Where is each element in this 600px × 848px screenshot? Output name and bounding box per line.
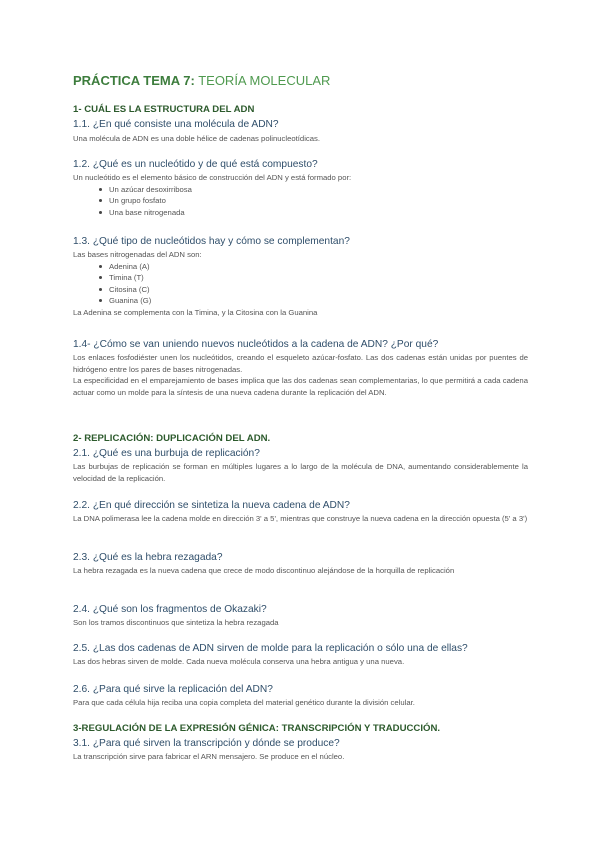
list-item: Una base nitrogenada xyxy=(109,207,528,219)
section-3-heading-block xyxy=(73,723,528,763)
question-2-2: 2.2. ¿En qué dirección se sintetiza la nueva cadena de ADN? xyxy=(73,500,350,511)
question-2-1: 2.1. ¿Qué es una burbuja de replicación? xyxy=(73,448,260,459)
question-1-3: 1.3. ¿Qué tipo de nucleótidos hay y cómo se complementan? xyxy=(73,236,350,247)
question-block-1-2 xyxy=(73,158,528,218)
answer-2-5: Las dos hebras sirven de molde. Cada nueva molécula conserva una hebra antigua y una nueva. xyxy=(73,657,405,666)
question-2-5: 2.5. ¿Las dos cadenas de ADN sirven de molde para la replicación o sólo una de ellas? xyxy=(73,643,468,654)
question-block-1-4 xyxy=(73,338,528,398)
answer-1-4-part-1: Los enlaces fosfodiéster unen los nucleótidos, creando el esqueleto azúcar-fosfato. Las dos cadenas están unidas por puentes de hidrógeno entre los pares de bases nitrogenadas. xyxy=(73,353,528,374)
list-item: Citosina (C) xyxy=(109,284,528,296)
title-light: TEORÍA MOLECULAR xyxy=(198,73,331,88)
list-item: Adenina (A) xyxy=(109,261,528,273)
answer-1-3: Las bases nitrogenadas del ADN son: xyxy=(73,250,202,259)
question-3-1: 3.1. ¿Para qué sirven la transcripción y dónde se produce? xyxy=(73,738,340,749)
question-block-1-3 xyxy=(73,235,528,318)
list-item: Un grupo fosfato xyxy=(109,195,528,207)
question-2-4: 2.4. ¿Qué son los fragmentos de Okazaki? xyxy=(73,604,267,615)
answer-2-3: La hebra rezagada es la nueva cadena que crece de modo discontinuo alejándose de la horquilla de replicación xyxy=(73,566,455,575)
list-item: Un azúcar desoxirribosa xyxy=(109,184,528,196)
list-item: Timina (T) xyxy=(109,272,528,284)
document-title xyxy=(73,73,330,88)
answer-1-1: Una molécula de ADN es una doble hélice de cadenas polinucleotídicas. xyxy=(73,134,321,143)
question-block-2-4 xyxy=(73,603,528,629)
list-item: Guanina (G) xyxy=(109,295,528,307)
answer-3-1: La transcripción sirve para fabricar el ARN mensajero. Se produce en el núcleo. xyxy=(73,752,345,761)
question-block-2-3 xyxy=(73,551,528,577)
section-2-heading-block xyxy=(73,433,528,484)
title-strong: PRÁCTICA TEMA 7: xyxy=(73,73,195,88)
question-2-6: 2.6. ¿Para qué sirve la replicación del ADN? xyxy=(73,684,273,695)
question-block-2-5 xyxy=(73,642,528,668)
list-1-3 xyxy=(73,261,528,307)
section-3-heading: 3-REGULACIÓN DE LA EXPRESIÓN GÉNICA: TRANSCRIPCIÓN Y TRADUCCIÓN. xyxy=(73,723,441,734)
question-block-2-2 xyxy=(73,499,528,525)
question-1-4: 1.4- ¿Cómo se van uniendo nuevos nucleótidos a la cadena de ADN? ¿Por qué? xyxy=(73,339,439,350)
section-1-heading-block xyxy=(73,104,528,145)
answer-2-1: Las burbujas de replicación se forman en múltiples lugares a lo largo de la molécula de DNA, aumentando considerablemente la velocidad de la replicación. xyxy=(73,462,528,483)
answer-1-2: Un nucleótido es el elemento básico de construcción del ADN y está formado por: xyxy=(73,173,352,182)
answer-1-3-conclusion: La Adenina se complementa con la Timina, y la Citosina con la Guanina xyxy=(73,307,318,317)
answer-2-6: Para que cada célula hija reciba una copia completa del material genético durante la división celular. xyxy=(73,698,415,707)
question-1-2: 1.2. ¿Qué es un nucleótido y de qué está compuesto? xyxy=(73,159,318,170)
answer-1-4-part-2: La especificidad en el emparejamiento de bases implica que las dos cadenas sean complementarias, lo que permitirá a cada cadena actuar como un molde para la síntesis de una nueva cadena durante la replicación del ADN. xyxy=(73,376,528,397)
question-2-3: 2.3. ¿Qué es la hebra rezagada? xyxy=(73,552,223,563)
question-1-1: 1.1. ¿En qué consiste una molécula de ADN? xyxy=(73,119,279,130)
answer-2-2: La DNA polimerasa lee la cadena molde en dirección 3' a 5', mientras que construye la nueva cadena en la dirección opuesta (5' a 3') xyxy=(73,514,528,523)
section-1-heading: 1- CUÁL ES LA ESTRUCTURA DEL ADN xyxy=(73,104,255,115)
list-1-2 xyxy=(73,184,528,219)
answer-2-4: Son los tramos discontinuos que sintetiza la hebra rezagada xyxy=(73,618,279,627)
question-block-2-6 xyxy=(73,683,528,709)
section-2-heading: 2- REPLICACIÓN: DUPLICACIÓN DEL ADN. xyxy=(73,433,271,444)
